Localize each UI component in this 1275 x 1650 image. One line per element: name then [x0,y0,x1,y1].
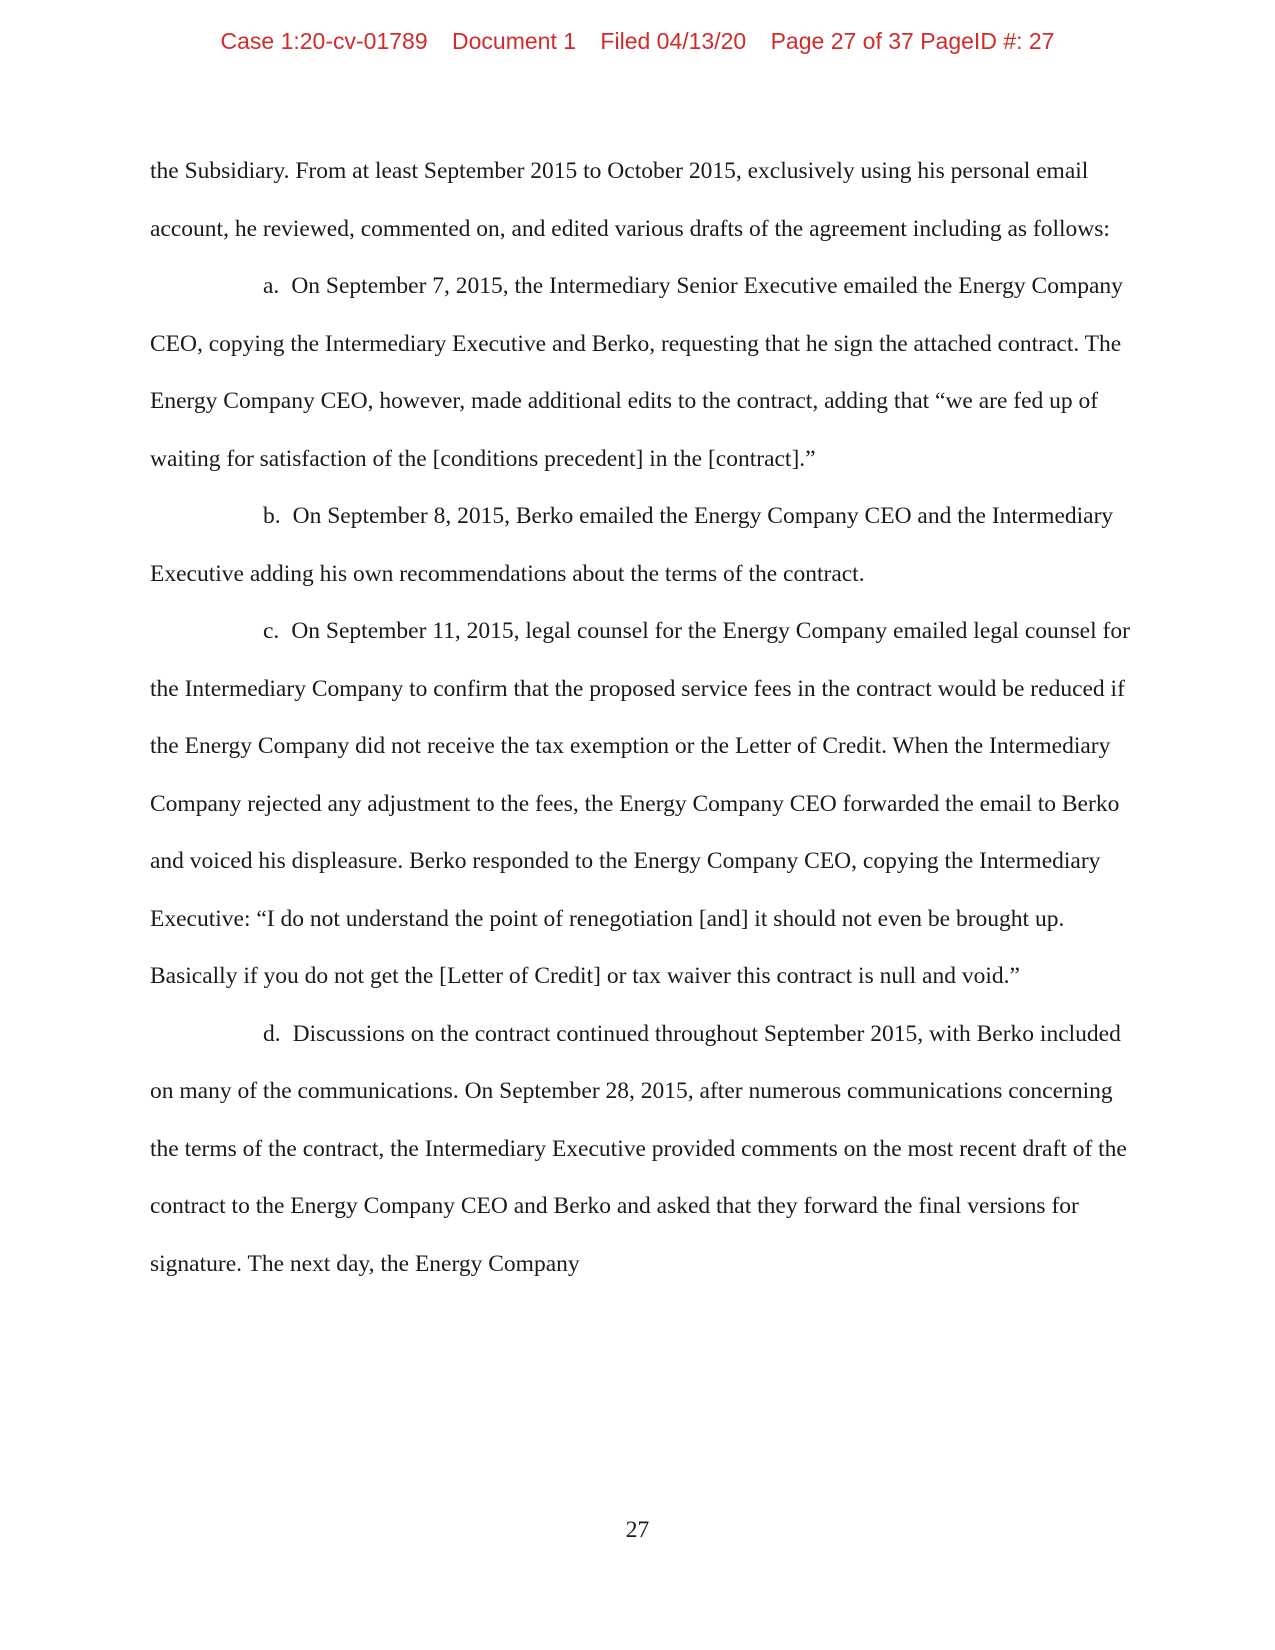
list-item-b [150,488,1140,603]
list-item-d [150,1006,1140,1294]
list-item-c [150,603,1140,1006]
page-number: 27 [625,1517,650,1543]
case-number: Case 1:20-cv-01789 [220,28,428,54]
page-id: Page 27 of 37 PageID #: 27 [770,28,1055,54]
list-text-b: On September 8, 2015, Berko emailed the Energy Company CEO and the Intermediary Executive adding his own recommendations about the terms of the contract. [150,503,1114,587]
document-body [150,143,1140,1293]
list-marker-d: d. [263,1020,281,1047]
list-text-c: On September 11, 2015, legal counsel for the Energy Company emailed legal counsel for the Intermediary Company to confirm that the proposed service fees in the contract would be reduced if the Energy Company did not receive the tax exemption or the Letter of Credit. When the Intermediary Company rejected any adjustment to the fees, the Energy Company CEO forwarded the email to Berko and voiced his displeasure. Berko responded to the Energy Company CEO, copying the Intermediary Executive: “I do not understand the point of renegotiation [and] it should not even be brought up. Basically if you do not get the [Letter of Credit] or tax waiver this contract is null and void.” [150,618,1130,989]
intro-paragraph: the Subsidiary. From at least September 2015 to October 2015, exclusively using his personal email account, he reviewed, commented on, and edited various drafts of the agreement including as follows: [150,158,1110,242]
list-marker-a: a. [263,273,280,299]
list-text-d: Discussions on the contract continued throughout September 2015, with Berko included on many of the communications. On September 28, 2015, after numerous communications concerning the terms of the contract, the Intermediary Executive provided comments on the most recent draft of the contract to the Energy Company CEO and Berko and asked that they forward the final versions for signature. The next day, the Energy Company [150,1020,1127,1277]
list-marker-b: b. [263,503,281,529]
document-number: Document 1 [452,28,577,54]
filed-date: Filed 04/13/20 [600,28,747,54]
list-item-a [150,258,1140,488]
court-filing-header [0,28,1275,55]
list-text-a: On September 7, 2015, the Intermediary Senior Executive emailed the Energy Company CEO, copying the Intermediary Executive and Berko, requesting that he sign the attached contract. The Energy Company CEO, however, made additional edits to the contract, adding that “we are fed up of waiting for satisfaction of the [conditions precedent] in the [contract].” [150,273,1123,472]
list-marker-c: c. [263,618,280,644]
